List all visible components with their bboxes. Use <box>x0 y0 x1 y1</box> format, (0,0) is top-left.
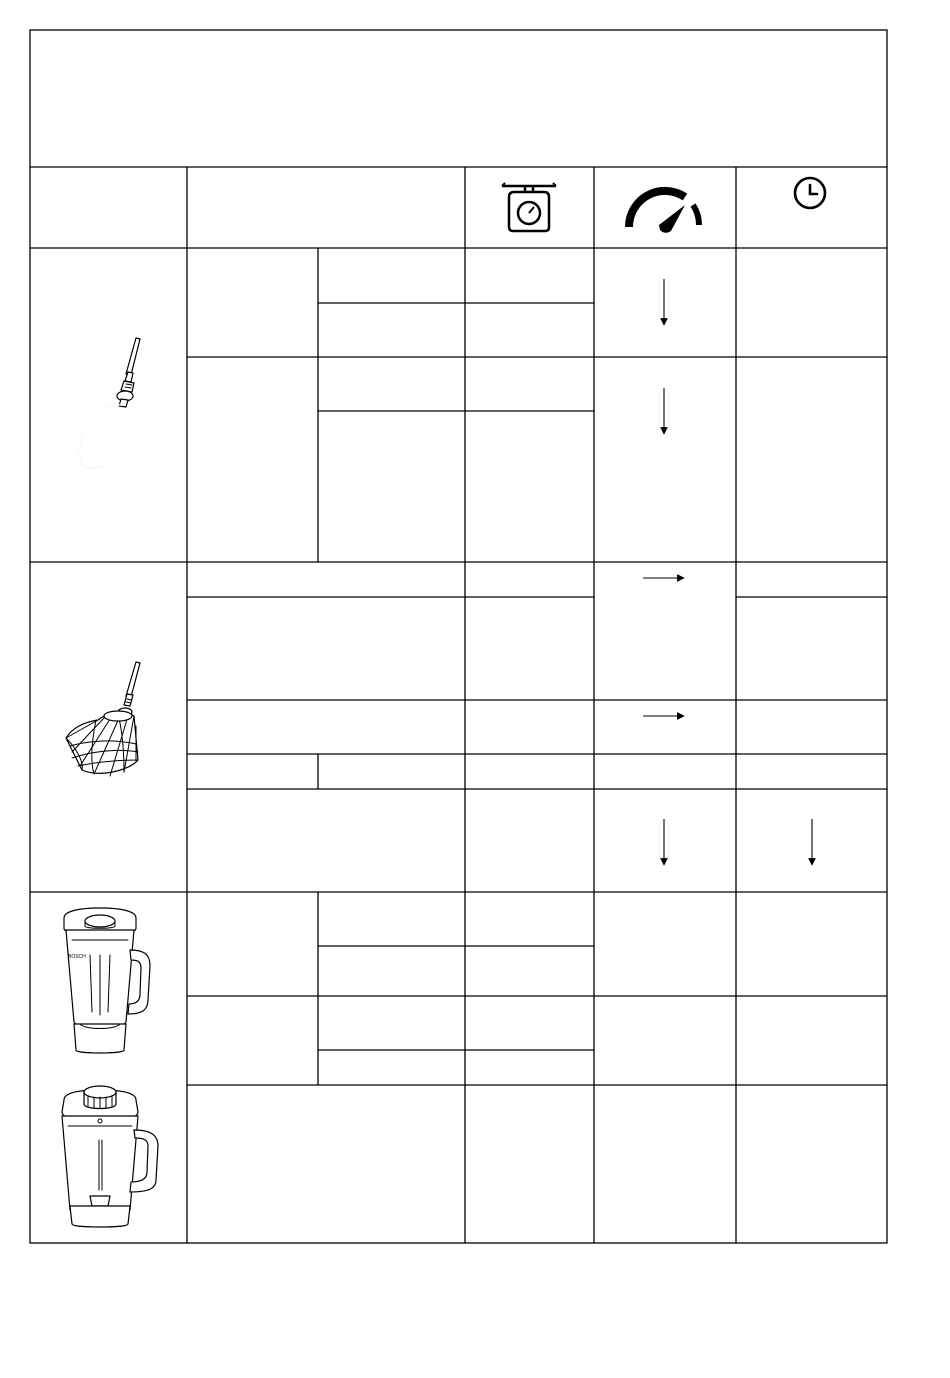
speedometer-icon <box>629 191 699 233</box>
table-border <box>30 30 887 1243</box>
scale-icon <box>502 183 556 231</box>
blender-jug-icon <box>62 1086 158 1227</box>
blender-jug-icon <box>64 908 150 1053</box>
whisk-icon <box>66 662 140 776</box>
dough-hook-icon <box>79 338 140 470</box>
svg-text:BOSCH: BOSCH <box>68 954 86 960</box>
clock-icon <box>795 178 825 208</box>
